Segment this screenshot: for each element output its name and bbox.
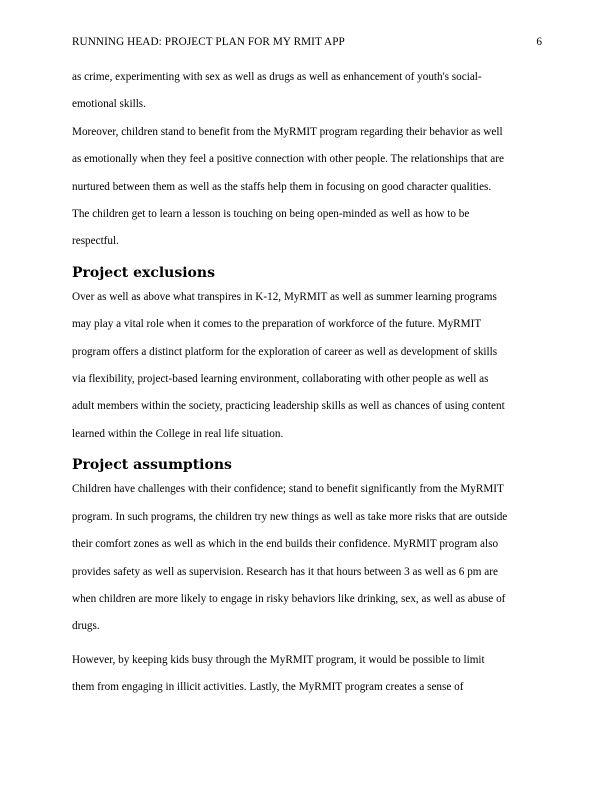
section-heading-assumptions: Project assumptions bbox=[72, 457, 232, 474]
text-line: provides safety as well as supervision. Research has it that hours between 3 as well as 6 pm are bbox=[72, 565, 498, 578]
text-line: when children are more likely to engage in risky behaviors like drinking, sex, as well as abuse of bbox=[72, 592, 506, 605]
text-line: as crime, experimenting with sex as well as drugs as well as enhancement of youth's social- bbox=[72, 71, 482, 83]
text-line: adult members within the society, practicing leadership skills as well as chances of using content bbox=[72, 400, 505, 413]
text-line: nurtured between them as well as the staffs help them in focusing on good character qualities. bbox=[72, 180, 492, 193]
text-line: their comfort zones as well as which in the end builds their confidence. MyRMIT program also bbox=[72, 538, 499, 551]
paragraph-behavior bbox=[72, 119, 542, 256]
text-line: respectful. bbox=[72, 235, 119, 248]
text-line: drugs. bbox=[72, 620, 100, 633]
text-line: Children have challenges with their confidence; stand to benefit significantly from the MyRMIT bbox=[72, 483, 504, 496]
text-line: Moreover, children stand to benefit from the MyRMIT program regarding their behavior as well bbox=[72, 125, 503, 138]
text-line: emotional skills. bbox=[72, 98, 146, 111]
section-heading-exclusions: Project exclusions bbox=[72, 264, 215, 281]
page-number: 6 bbox=[536, 36, 542, 48]
text-line: as emotionally when they feel a positive connection with other people. The relationships that are bbox=[72, 153, 504, 166]
text-line: via flexibility, project-based learning environment, collaborating with other people as well as bbox=[72, 373, 489, 386]
document-body bbox=[72, 64, 542, 702]
paragraph-continuation bbox=[72, 64, 542, 119]
text-line: program. In such programs, the children try new things as well as take more risks that are outside bbox=[72, 510, 508, 523]
text-line: program offers a distinct platform for the exploration of career as well as development of skills bbox=[72, 345, 498, 358]
text-line: However, by keeping kids busy through the MyRMIT program, it would be possible to limit bbox=[72, 653, 485, 666]
text-line: learned within the College in real life situation. bbox=[72, 427, 284, 440]
paragraph-assumptions bbox=[72, 476, 542, 640]
paragraph-exclusions bbox=[72, 284, 542, 448]
text-line: them from engaging in illicit activities. Lastly, the MyRMIT program creates a sense of bbox=[72, 681, 464, 694]
text-line: may play a vital role when it comes to the preparation of workforce of the future. MyRMIT bbox=[72, 318, 482, 331]
paragraph-conclusion bbox=[72, 647, 542, 702]
running-head: RUNNING HEAD: PROJECT PLAN FOR MY RMIT APP bbox=[72, 36, 345, 48]
text-line: Over as well as above what transpires in K-12, MyRMIT as well as summer learning programs bbox=[72, 290, 497, 303]
text-line: The children get to learn a lesson is touching on being open-minded as well as how to be bbox=[72, 208, 470, 221]
